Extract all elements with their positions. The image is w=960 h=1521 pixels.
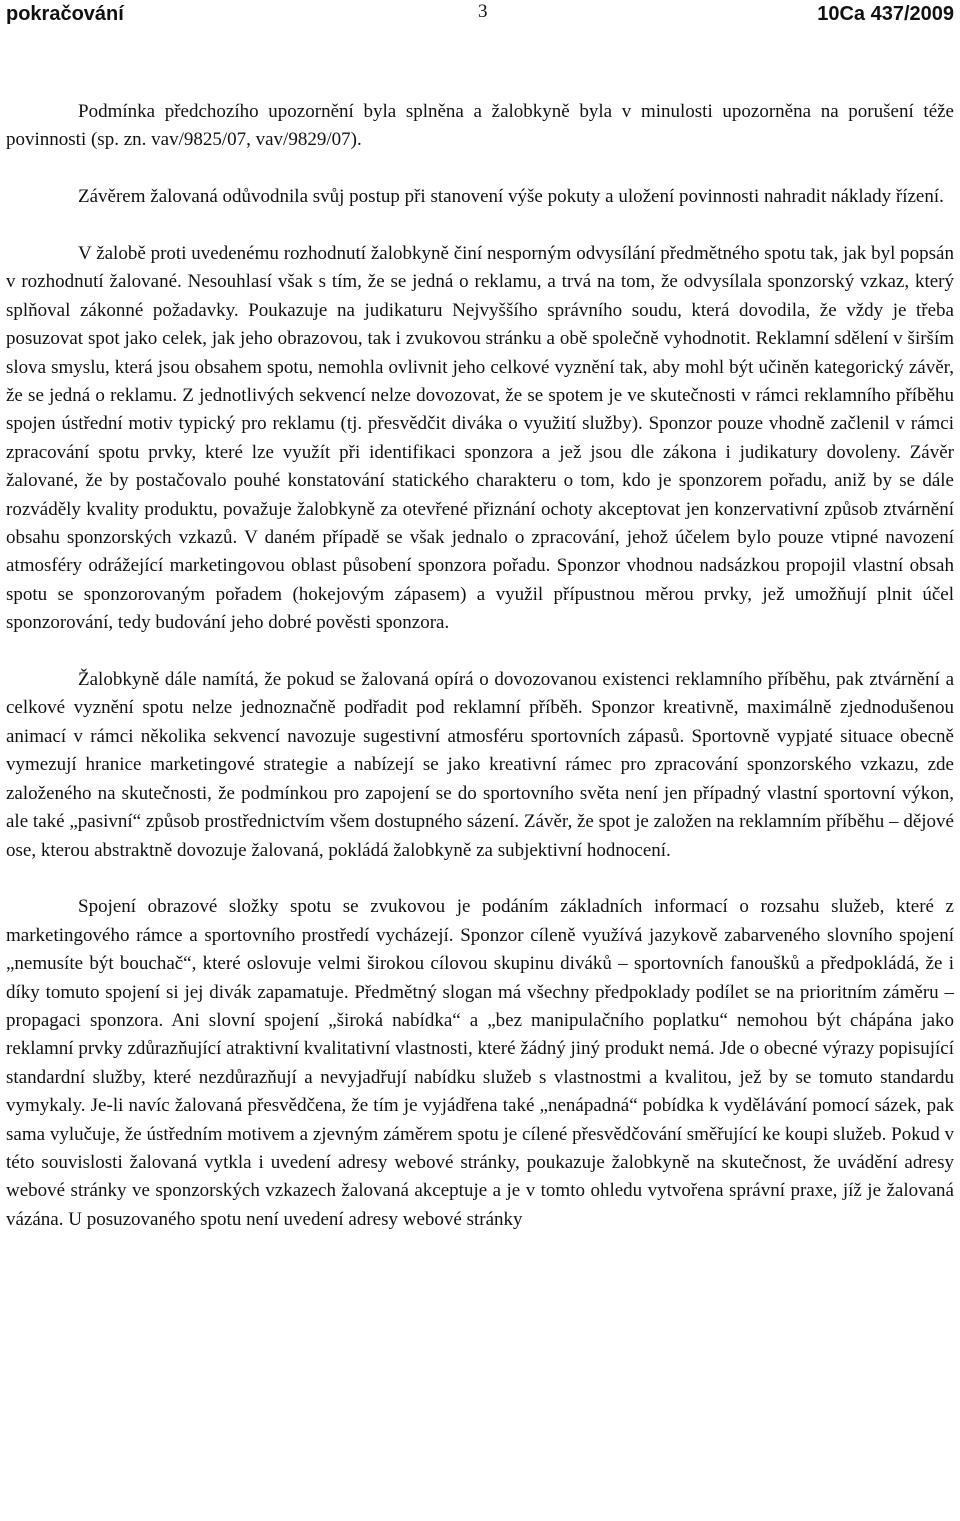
paragraph-prior-warning: Podmínka předchozího upozornění byla splněna a žalobkyně byla v minulosti upozorněna na porušení téže povinnosti (sp. zn. vav/9825/07, vav/9829/07). <box>6 101 954 151</box>
paragraph-visual-audio: Spojení obrazové složky spotu se zvukovou je podáním základních informací o rozsahu služeb, které z marketingového rámce a sportovního prostředí vycházejí. Sponzor cíleně využívá jazykově zabarveného slovního spojení „nemusíte být bouchač“, které oslovuje velmi širokou cílovou skupinu diváků – sportovních fanoušků a předpokládá, že i díky tomuto spojení si jej divák zapamatuje. Předmětný slogan má všechny předpoklady podílet se na prioritním záměru – propagaci sponzora. Ani slovní spojení „široká nabídka“ a „bez manipulačního poplatku“ nemohou být chápána jako reklamní prvky zdůrazňující atraktivní kvalitativní vlastnosti, které žádný jiný produkt nemá. Jde o obecné výrazy popisující standardní služby, které nezdůrazňují a nevyjadřují nabídku služeb s vlastnostmi a kvalitou, jež by se tomuto standardu vymykaly. Je-li navíc žalovaná přesvědčena, že tím je vyjádřena také „nenápadná“ pobídka k vydělávání pomocí sázek, pak sama vylučuje, že ústředním motivem a zjevným záměrem spotu je cílené přesvědčování směřující ke koupi služeb. Pokud v této souvislosti žalovaná vytkla i uvedení adresy webové stránky, poukazuje žalobkyně na skutečnost, že uvádění adresy webové stránky ve sponzorských vzkazech žalovaná akceptuje a je v tomto ohledu vytvořena správní praxe, jíž je žalovaná vázána. U posuzovaného spotu není uvedení adresy webové stránky <box>6 896 954 1230</box>
continuation-label: pokračování <box>6 3 124 25</box>
paragraph-lawsuit: V žalobě proti uvedenému rozhodnutí žalobkyně činí nesporným odvysílání předmětného spotu tak, jak byl popsán v rozhodnutí žalované. Nesouhlasí však s tím, že se jedná o reklamu, a trvá na tom, že odvysílala sponzorský vzkaz, který splňoval zákonné požadavky. Poukazuje na judikaturu Nejvyššího správního soudu, která dovodila, že vždy je třeba posuzovat spot jako celek, jak jeho obrazovou, tak i zvukovou stránku a obě společně vyhodnotit. Reklamní sdělení v širším slova smyslu, která jsou obsahem spotu, nemohla ovlivnit jeho celkové vyznění tak, aby mohl být učiněn kategorický závěr, že se jedná o reklamu. Z jednotlivých sekvencí nelze dovozovat, že se spotem je ve skutečnosti v rámci reklamního příběhu spojen ústřední motiv typický pro reklamu (tj. přesvědčit diváka o využití služby). Sponzor pouze vhodně začlenil v rámci zpracování spotu prvky, které lze využít při identifikaci sponzora a jež jsou dle zákona i judikatury dovoleny. Závěr žalované, že by postačovalo pouhé konstatování statického charakteru o tom, kdo je sponzorem pořadu, aniž by se dále rozváděly kvality produktu, považuje žalobkyně za otevřené přiznání ochoty akceptovat jen konzervativní způsob ztvárnění obsahu sponzorských vzkazů. V daném případě se však jednalo o zpracování, jehož účelem bylo pouze vtipné navození atmosféry odrážející marketingovou oblast působení sponzora pořadu. Sponzor vhodnou nadsázkou propojil vlastní obsah spotu se sponzorovaným pořadem (hokejovým zápasem) a využil přípustnou měrou prvky, jež umožňují plnit účel sponzorování, tedy budování jeho dobré pověsti sponzora. <box>6 243 954 634</box>
page-header <box>6 0 954 32</box>
paragraph-conclusion: Závěrem žalovaná odůvodnila svůj postup při stanovení výše pokuty a uložení povinnosti nahradit náklady řízení. <box>78 186 944 208</box>
page-number: 3 <box>478 1 488 22</box>
paragraph-plaintiff-objection: Žalobkyně dále namítá, že pokud se žalovaná opírá o dovozovanou existenci reklamního příběhu, pak ztvárnění a celkové vyznění spotu nelze jednoznačně podřadit pod reklamní příběh. Sponzor kreativně, maximálně zjednodušenou animací v rámci několika sekvencí navozuje sugestivní atmosféru sportovních zápasů. Sportovně vypjaté situace obecně vymezují hranice marketingové strategie a nabízejí se jako kreativní rámec pro zpracování sponzorského vzkazu, zde založeného na skutečnosti, že podmínkou pro zapojení se do sportovního světa není jen případný vlastní sportovní výkon, ale také „pasivní“ způsob prostřednictvím všem dostupného sázení. Závěr, že spot je založen na reklamním příběhu – dějové ose, kterou abstraktně dovozuje žalovaná, pokládá žalobkyně za subjektivní hodnocení. <box>6 669 954 861</box>
document-body <box>6 98 954 1263</box>
case-number: 10Ca 437/2009 <box>817 3 954 25</box>
